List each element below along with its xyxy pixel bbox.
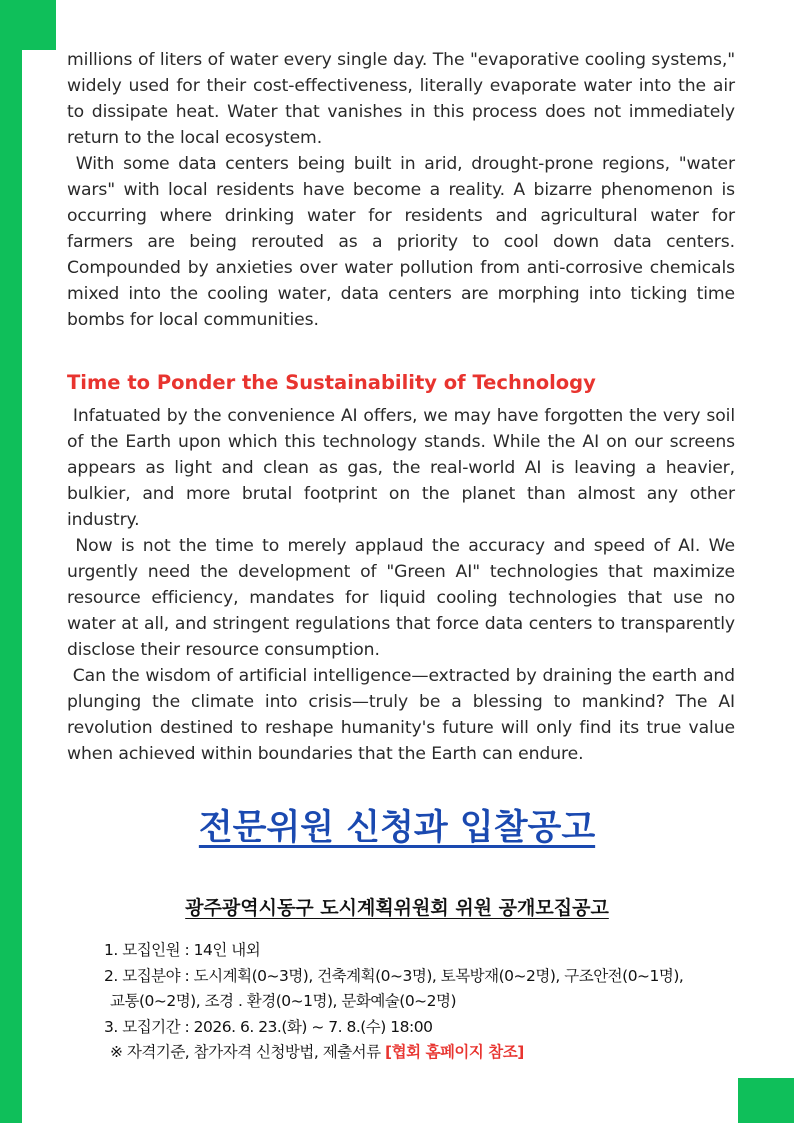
article-paragraph: Now is not the time to merely applaud the accuracy and speed of AI. We urgently need the development of "Green AI" technologies that maximize resource efficiency, mandates for liquid cooling technologies that use no water at all, and stringent regulations that force data centers to transparently disclose their resource consumption. (67, 536, 735, 660)
left-accent-bar (0, 0, 22, 1123)
article-paragraph: Can the wisdom of artificial intelligence—extracted by draining the earth and plunging the climate into crisis—truly be a blessing to mankind? The AI revolution destined to reshape humanity's future will only find its true value when achieved within boundaries that the Earth can endure. (67, 666, 735, 764)
article-paragraph: Infatuated by the convenience AI offers, we may have forgotten the very soil of the Earth upon which this technology stands. While the AI on our screens appears as light and clean as gas, the real-world AI is leaving a heavier, bulkier, and more brutal footprint on the planet than almost any other industry. (67, 406, 735, 530)
notice-item: 2. 모집분야 : 도시계획(0~3명), 건축계획(0~3명), 토목방재(0~2명), 구조안전(0~1명), (104, 966, 684, 985)
homepage-reference: [협회 홈페이지 참조] (385, 1043, 524, 1061)
notice-item: 교통(0~2명), 조경 . 환경(0~1명), 문화예술(0~2명) (110, 992, 457, 1010)
article-paragraph: millions of liters of water every single day. The "evaporative cooling systems," widely used for their cost-effectiveness, literally evaporate water into the air to dissipate heat. Water that vanishes in this process does not immediately return to the local ecosystem. (67, 50, 735, 148)
notice-note (104, 1040, 683, 1066)
article-paragraph: With some data centers being built in arid, drought-prone regions, "water wars" with local residents have become a reality. A bizarre phenomenon is occurring where drinking water for residents and agricultural water for farmers are being rerouted as a priority to cool down data centers. Compounded by anxieties over water pollution from anti-corrosive chemicals mixed into the cooling water, data centers are morphing into ticking time bombs for local communities. (67, 154, 735, 330)
notice-subtitle: 광주광역시동구 도시계획위원회 위원 공개모집공고 (185, 897, 609, 919)
notice-title: 전문위원 신청과 입찰공고 (198, 808, 596, 848)
article-body (67, 47, 735, 767)
top-accent-block (0, 0, 56, 50)
notice-note-text: ※ 자격기준, 참가자격 신청방법, 제출서류 (110, 1043, 386, 1061)
notice-list (104, 938, 683, 1066)
bottom-accent-block (738, 1078, 794, 1123)
section-heading: Time to Ponder the Sustainability of Technology (67, 371, 596, 394)
notice-item: 3. 모집기간 : 2026. 6. 23.(화) ~ 7. 8.(수) 18:00 (104, 1017, 433, 1036)
notice-item: 1. 모집인원 : 14인 내외 (104, 941, 261, 959)
